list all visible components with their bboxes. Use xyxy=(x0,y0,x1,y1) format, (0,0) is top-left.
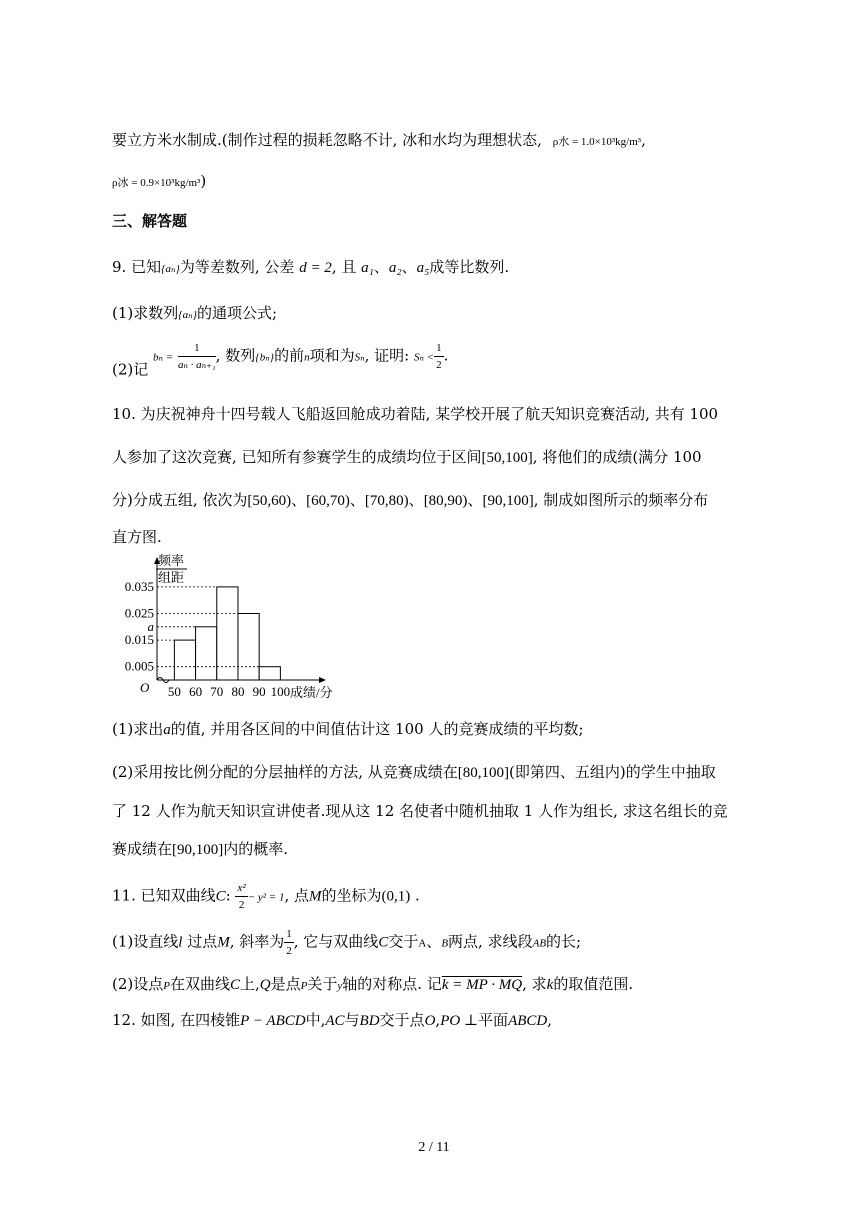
text-segment: 的值, 并用各区间的中间值估计这 100 人的竞赛成绩的平均数; xyxy=(170,720,584,738)
math-interval: [90,100] xyxy=(482,493,534,509)
math-Q: Q xyxy=(259,977,271,993)
text-segment: (1)设直线 xyxy=(112,932,179,951)
text-segment: 的前 xyxy=(274,346,305,365)
math-seq: {bₙ} xyxy=(255,351,275,364)
math-n: n xyxy=(304,351,310,364)
text-segment: . xyxy=(443,346,449,365)
fraction-den: aₙ · aₙ₊₁ xyxy=(177,359,216,371)
histogram-bar xyxy=(196,627,217,680)
fraction-den: 2 xyxy=(286,945,292,957)
question-10-part-2-c xyxy=(112,838,288,859)
text-segment: 、 xyxy=(349,491,365,509)
text-segment: 是点 xyxy=(270,975,301,993)
math-a1: a₁ xyxy=(361,260,374,276)
x-tick-label: 60 xyxy=(189,684,203,699)
text-segment: , 点 xyxy=(284,886,309,905)
text-segment: (2)采用按比例分配的分层抽样的方法, 从竞赛成绩在 xyxy=(112,763,458,781)
text-segment: 、 xyxy=(408,491,424,509)
frequency-histogram xyxy=(104,548,364,708)
page-number: 2 / 11 xyxy=(418,1140,450,1155)
x-tick-label: 70 xyxy=(210,684,224,699)
question-11-part-1 xyxy=(112,926,581,959)
text-segment: (1)求出 xyxy=(112,720,164,738)
text-segment: 分)分成五组, 依次为 xyxy=(112,491,248,509)
text-segment: 、 xyxy=(291,491,307,509)
text-segment: (2)设点 xyxy=(112,975,164,993)
x-tick-label: 50 xyxy=(167,684,181,699)
text-segment: 、 xyxy=(401,258,417,276)
section-heading: 三、解答题 xyxy=(112,212,188,230)
math-interval: [60,70) xyxy=(306,493,350,509)
text-segment: 11. 已知双曲线 xyxy=(112,886,216,905)
text-segment: : xyxy=(225,886,231,905)
math-P: P xyxy=(300,980,308,992)
math-pyramid: P − ABCD xyxy=(240,1013,306,1029)
math-a: a xyxy=(163,722,171,738)
math-a2: a₂ xyxy=(388,260,402,276)
formula-rho-water: ρ水 = 1.0×10³kg/m³ xyxy=(552,136,642,148)
histogram-bar xyxy=(259,667,280,680)
fraction-den: 2 xyxy=(436,359,442,371)
math-P: P xyxy=(163,980,170,992)
math-coord: (0,1) xyxy=(381,888,411,905)
question-11-part-2 xyxy=(112,973,633,994)
text-segment: , xyxy=(435,1011,441,1029)
fraction-den: 2 xyxy=(238,899,245,911)
math-interval: [50,60) xyxy=(247,493,292,509)
text-segment: 12. 如图, 在四棱锥 xyxy=(112,1011,241,1029)
question-10-part-1 xyxy=(112,718,584,739)
x-axis-arrow xyxy=(319,677,326,683)
text-segment: (即第四、五组内)的学生中抽取 xyxy=(509,763,716,781)
math-k-dot: k = MP · MQ xyxy=(441,977,523,993)
math-d: d = 2 xyxy=(299,260,332,276)
text-segment: 上, xyxy=(240,975,260,993)
y-tick-label: 0.005 xyxy=(124,658,154,674)
text-segment: , 且 xyxy=(331,258,357,276)
question-12 xyxy=(112,1009,552,1030)
math-PO: PO ⊥ xyxy=(440,1013,479,1029)
y-axis-label-den: 组距 xyxy=(157,570,185,585)
text-segment: , xyxy=(641,131,646,149)
fraction-num: 1 xyxy=(178,340,216,357)
y-tick-label: a xyxy=(147,618,154,634)
y-tick-label: 0.035 xyxy=(124,578,154,594)
question-11 xyxy=(112,880,420,913)
text-segment: 项和为 xyxy=(309,346,355,365)
text-segment: 、 xyxy=(426,932,442,951)
fraction-num: 1 xyxy=(434,340,444,357)
math-M: M xyxy=(309,888,322,905)
fraction-bn xyxy=(178,340,216,373)
text-segment: (2)记 xyxy=(112,360,149,379)
text-segment: 轴的对称点. 记 xyxy=(342,975,442,993)
formula-rho-ice: ρ冰 = 0.9×10³kg/m³ xyxy=(112,177,201,189)
math-equation: − y² = 1 xyxy=(247,891,285,904)
text-segment: 与 xyxy=(344,1011,360,1029)
x-tick-label: 80 xyxy=(231,684,245,699)
text-segment: , 斜率为 xyxy=(229,932,285,951)
text-segment: 交于点 xyxy=(379,1011,425,1029)
math-O: O xyxy=(424,1013,436,1029)
math-y: y xyxy=(337,980,343,992)
text-segment: 在双曲线 xyxy=(169,975,230,993)
x-axis-label: 成绩/分 xyxy=(290,685,333,700)
math-plane: ABCD xyxy=(508,1013,548,1029)
text-segment: 的取值范围. xyxy=(553,975,634,993)
y-tick-label: 0.015 xyxy=(124,632,154,648)
math-a5: a₅ xyxy=(416,260,430,276)
question-10-line-b xyxy=(112,446,702,467)
math-A: A xyxy=(418,937,427,950)
text-segment: , 求 xyxy=(522,975,547,993)
question-9-part-2 xyxy=(112,340,448,380)
math-C: C xyxy=(215,888,226,905)
question-9 xyxy=(112,256,509,277)
text-segment: 9. 已知 xyxy=(112,258,162,276)
text-segment: , xyxy=(547,1011,553,1029)
math-AB: AB xyxy=(532,937,547,950)
math-interval: [70,80) xyxy=(364,493,409,509)
text-segment: , 它与双曲线 xyxy=(293,932,379,951)
fraction-half xyxy=(284,926,294,959)
math-AC: AC xyxy=(325,1013,345,1029)
x-tick-label: 100 xyxy=(270,684,291,699)
math-C: C xyxy=(378,934,389,951)
math-seq: {aₙ} xyxy=(178,309,198,321)
text-segment: . xyxy=(415,886,420,905)
text-segment: 两点, 求线段 xyxy=(448,932,533,951)
text-segment: 内的概率. xyxy=(223,840,289,858)
text-segment: 的长; xyxy=(546,932,582,951)
text-segment: , 数列 xyxy=(215,346,256,365)
math-M: M xyxy=(217,934,230,951)
math-bn: bₙ = xyxy=(153,351,174,364)
text-segment: 的通项公式; xyxy=(197,304,278,322)
histogram-bar xyxy=(174,640,195,680)
histogram-bar xyxy=(238,614,259,681)
text-segment: 要立方米水制成.(制作过程的损耗忽略不计, 冰和水均为理想状态, xyxy=(112,131,542,149)
text-line-2 xyxy=(112,172,206,190)
math-B: B xyxy=(441,937,449,950)
text-segment: , 证明: xyxy=(364,346,410,365)
question-10-part-2-b: 了 12 人作为航天知识宣讲使者.现从这 12 名使者中随机抽取 1 人作为组长, 求这名组长的竞 xyxy=(112,802,728,820)
text-segment: 、 xyxy=(467,491,483,509)
text-segment: 过点 xyxy=(187,932,218,951)
text-segment: 中, xyxy=(305,1011,326,1029)
math-C: C xyxy=(230,977,241,993)
math-BD: BD xyxy=(359,1013,380,1029)
text-segment: 的坐标为 xyxy=(321,886,382,905)
text-segment: 、 xyxy=(373,258,389,276)
origin-label: O xyxy=(140,680,150,695)
text-segment: (1)求数列 xyxy=(112,304,179,322)
text-segment: ) xyxy=(200,172,207,190)
fraction-num: x² xyxy=(235,880,247,897)
text-segment: 交于 xyxy=(388,932,419,951)
math-l: l xyxy=(178,934,183,951)
question-9-part-1 xyxy=(112,302,277,323)
math-sn: Sₙ xyxy=(354,351,365,364)
y-tick-label: 0.025 xyxy=(124,605,154,621)
question-10-line-a: 10. 为庆祝神舟十四号载人飞船返回舱成功着陆, 某学校开展了航天知识竞赛活动, 共有 100 xyxy=(112,405,719,423)
math-interval: [80,90) xyxy=(423,493,468,509)
fraction-half xyxy=(434,340,444,373)
math-interval: [80,100] xyxy=(457,765,510,781)
text-segment: , 将他们的成绩(满分 100 xyxy=(532,448,702,466)
histogram-bar xyxy=(217,587,238,680)
text-segment: 赛成绩在 xyxy=(112,840,173,858)
question-10-part-2-a xyxy=(112,761,716,782)
fraction-x2 xyxy=(235,880,247,913)
math-k: k xyxy=(546,977,554,993)
x-tick-label: 90 xyxy=(252,684,266,699)
text-segment: 成等比数列. xyxy=(429,258,510,276)
question-10-line-d: 直方图. xyxy=(112,528,162,546)
question-10-line-c xyxy=(112,489,708,510)
text-segment: 人参加了这次竞赛, 已知所有参赛学生的成绩均位于区间 xyxy=(112,448,482,466)
text-segment: 为等差数列, 公差 xyxy=(179,258,295,276)
text-segment: , 制成如图所示的频率分布 xyxy=(533,491,709,509)
text-segment: 平面 xyxy=(478,1011,509,1029)
math-ineq: Sₙ < xyxy=(413,351,435,364)
y-axis-label-num: 频率 xyxy=(157,553,185,568)
math-interval: [90,100] xyxy=(172,842,224,858)
text-segment: 关于 xyxy=(307,975,338,993)
text-line-1 xyxy=(112,129,646,150)
math-seq: {aₙ} xyxy=(161,263,180,275)
fraction-num: 1 xyxy=(284,926,294,943)
math-interval: [50,100] xyxy=(481,450,533,466)
